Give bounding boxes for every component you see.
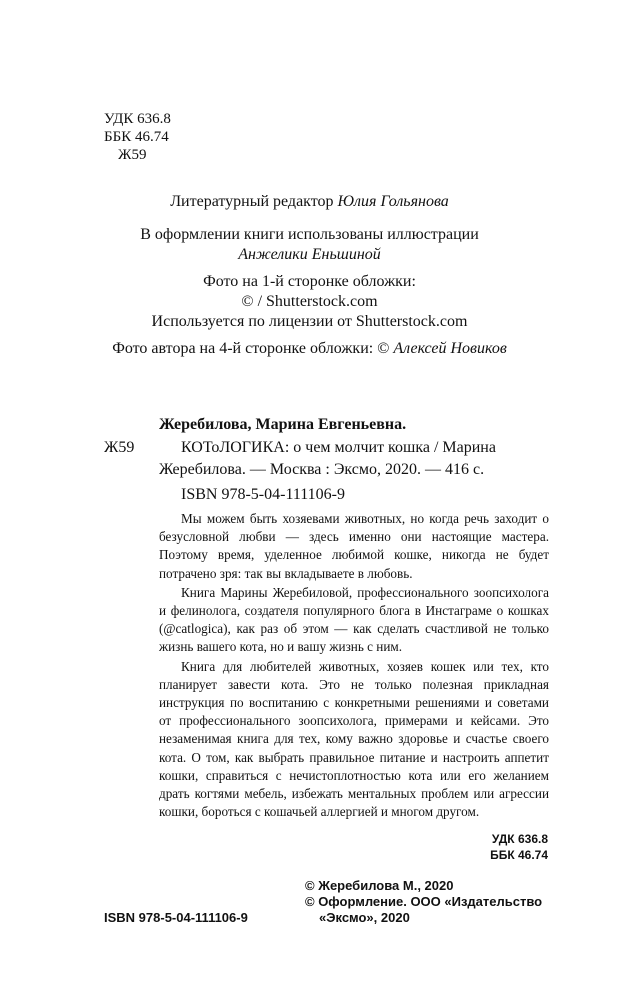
- annotation: [159, 510, 549, 821]
- copyright-design: © Оформление. ООО «Издательство: [305, 894, 543, 909]
- author-photo-name: Алексей Новиков: [393, 340, 507, 357]
- author-photo-prefix: Фото автора на 4-й сторонке обложки: ©: [112, 340, 390, 357]
- bib-isbn: ISBN 978-5-04-111106-9: [181, 486, 345, 503]
- illustrations-line: В оформлении книги использованы иллюстрации: [140, 226, 479, 243]
- author-mark: Ж59: [118, 147, 147, 163]
- copyright-publisher: «Эксмо», 2020: [319, 910, 410, 925]
- footer-udk: УДК 636.8: [491, 832, 548, 846]
- udk-code: УДК 636.8: [104, 111, 171, 127]
- cover-photo-line3: Используется по лицензии от Shutterstock.com: [151, 313, 468, 330]
- annotation-paragraph-2: Книга Марины Жеребиловой, профессионального зоопсихолога и фелинолога, создателя популярного блога в Инстаграме о кошках (@catlogica), как раз об этом — как сделать счастливой не только жизнь вашего кота, но и вашу жизнь с ним.: [159, 584, 549, 655]
- cover-photo-line2: © / Shutterstock.com: [241, 293, 378, 310]
- footer-bbk: ББК 46.74: [490, 848, 548, 862]
- author-photo-line: [0, 337, 619, 360]
- isbn-footer: ISBN 978-5-04-111106-9: [104, 910, 248, 925]
- editor-line: [0, 190, 619, 213]
- copyright-author: © Жеребилова М., 2020: [305, 878, 454, 893]
- annotation-paragraph-1: Мы можем быть хозяевами животных, но когда речь заходит о безусловной любви — здесь именно они настоящие мастера. Поэтому время, уделенное любимой кошке, никогда не будет потрачено зря: так вы вкладываете в любовь.: [159, 511, 549, 581]
- cover-photo-line1: Фото на 1-й сторонке обложки:: [203, 273, 416, 290]
- bib-title-line: КОТоЛОГИКА: о чем молчит кошка / Марина: [181, 439, 496, 456]
- bbk-code: ББК 46.74: [104, 129, 169, 145]
- annotation-paragraph-3: Книга для любителей животных, хозяев кошек или тех, кто планирует завести кота. Это не только полезная прикладная инструкция по воспитанию с конкретными решениями и советами от профессионального зоопсихолога, примерами и кейсами. Это незаменимая книга для тех, кому важно здоровье и счастье своего кота. О том, как выбрать правильное питание и настроить аппетит кошки, справиться с нечистоплотностью кота или его желанием драть когтями мебель, избежать ментальных проблем или агрессии кошки, бороться с кошачьей аллергией и многом другом.: [159, 658, 549, 820]
- bib-code: Ж59: [104, 439, 135, 456]
- bib-author: Жеребилова, Марина Евгеньевна.: [159, 416, 407, 433]
- editor-prefix: Литературный редактор: [170, 193, 334, 210]
- editor-name: Юлия Гольянова: [337, 193, 449, 210]
- illustrator-name: Анжелики Еньшиной: [238, 246, 381, 263]
- bib-publication-line: Жеребилова. — Москва : Эксмо, 2020. — 416 с.: [159, 461, 485, 478]
